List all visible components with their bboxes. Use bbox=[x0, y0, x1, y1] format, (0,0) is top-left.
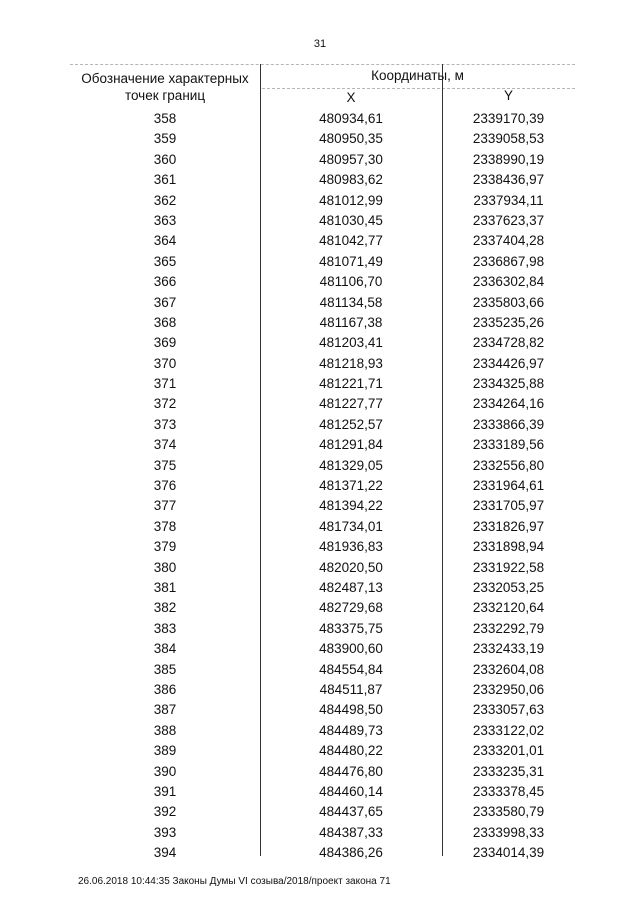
x-cell: 484554,84 bbox=[319, 661, 383, 677]
point-cell: 376 bbox=[153, 478, 177, 494]
x-cell: 481221,71 bbox=[319, 376, 383, 392]
y-cell: 2333201,01 bbox=[472, 743, 545, 759]
y-cell: 2332292,79 bbox=[472, 620, 545, 636]
x-cell: 481734,01 bbox=[319, 518, 383, 534]
point-cell: 378 bbox=[153, 518, 177, 534]
y-cell: 2336302,84 bbox=[472, 274, 545, 290]
y-cell: 2333122,02 bbox=[472, 722, 545, 738]
x-cell: 481071,49 bbox=[319, 253, 383, 269]
y-cell: 2333998,33 bbox=[472, 824, 545, 840]
table-row bbox=[70, 252, 575, 272]
y-cell: 2333580,79 bbox=[472, 804, 545, 820]
table-row bbox=[70, 109, 575, 129]
y-cell: 2337934,11 bbox=[473, 192, 544, 208]
y-cell: 2332950,06 bbox=[472, 681, 545, 697]
point-cell: 360 bbox=[153, 151, 177, 167]
point-cell: 386 bbox=[153, 681, 177, 697]
table-row bbox=[70, 293, 575, 313]
table-top-border bbox=[70, 64, 575, 65]
point-cell: 372 bbox=[153, 396, 177, 412]
x-cell: 480983,62 bbox=[319, 172, 383, 188]
table-row bbox=[70, 680, 575, 700]
point-cell: 389 bbox=[153, 743, 177, 759]
table-body bbox=[70, 109, 575, 863]
y-cell: 2331826,97 bbox=[472, 518, 545, 534]
table-row bbox=[70, 578, 575, 598]
point-cell: 374 bbox=[153, 437, 177, 453]
table-row bbox=[70, 150, 575, 170]
x-cell: 484476,80 bbox=[319, 763, 383, 779]
point-cell: 387 bbox=[153, 702, 177, 718]
y-cell: 2331898,94 bbox=[472, 539, 545, 555]
footer-stamp: 26.06.2018 10:44:35 Законы Думы VI созыва/2018/проект закона 71 bbox=[78, 876, 391, 887]
x-cell: 484386,26 bbox=[319, 845, 383, 861]
x-cell: 484387,33 bbox=[319, 824, 383, 840]
table-row bbox=[70, 741, 575, 761]
x-cell: 484489,73 bbox=[319, 722, 383, 738]
point-cell: 381 bbox=[153, 579, 177, 595]
table-row bbox=[70, 782, 575, 802]
point-cell: 390 bbox=[153, 763, 177, 779]
x-cell: 482729,68 bbox=[319, 600, 383, 616]
x-cell: 481012,99 bbox=[319, 192, 383, 208]
point-cell: 391 bbox=[153, 783, 177, 799]
table-row bbox=[70, 456, 575, 476]
point-cell: 393 bbox=[153, 824, 177, 840]
y-cell: 2333189,56 bbox=[472, 437, 545, 453]
table-row bbox=[70, 435, 575, 455]
table-row bbox=[70, 639, 575, 659]
x-cell: 481371,22 bbox=[319, 478, 383, 494]
x-cell: 484511,87 bbox=[319, 681, 383, 697]
y-cell: 2332120,64 bbox=[472, 600, 545, 616]
table-row bbox=[70, 170, 575, 190]
y-cell: 2331705,97 bbox=[472, 498, 545, 514]
table-row bbox=[70, 598, 575, 618]
point-cell: 370 bbox=[153, 355, 177, 371]
x-cell: 481203,41 bbox=[319, 335, 383, 351]
point-cell: 371 bbox=[153, 376, 177, 392]
y-cell: 2334325,88 bbox=[472, 376, 545, 392]
y-cell: 2332604,08 bbox=[472, 661, 545, 677]
table-row bbox=[70, 231, 575, 251]
y-cell: 2333235,31 bbox=[472, 763, 545, 779]
table-row bbox=[70, 129, 575, 149]
x-cell: 480934,61 bbox=[319, 111, 383, 126]
table-row bbox=[70, 394, 575, 414]
point-cell: 363 bbox=[153, 212, 177, 228]
point-cell: 379 bbox=[153, 539, 177, 555]
y-cell: 2331964,61 bbox=[472, 478, 545, 494]
y-cell: 2332433,19 bbox=[472, 641, 545, 657]
y-cell: 2335803,66 bbox=[472, 294, 545, 310]
table-row bbox=[70, 843, 575, 863]
point-cell: 380 bbox=[153, 559, 177, 575]
point-cell: 384 bbox=[153, 641, 177, 657]
table-row bbox=[70, 762, 575, 782]
x-cell: 481252,57 bbox=[319, 416, 383, 432]
table-row bbox=[70, 496, 575, 516]
point-cell: 358 bbox=[153, 111, 177, 126]
x-cell: 483900,60 bbox=[319, 641, 383, 657]
x-cell: 481227,77 bbox=[319, 396, 383, 412]
x-cell: 481106,70 bbox=[319, 274, 383, 290]
point-cell: 364 bbox=[153, 233, 177, 249]
x-cell: 482487,13 bbox=[319, 579, 383, 595]
x-cell: 484480,22 bbox=[319, 743, 383, 759]
y-cell: 2331922,58 bbox=[472, 559, 545, 575]
x-cell: 481291,84 bbox=[319, 437, 383, 453]
x-cell: 480950,35 bbox=[319, 131, 383, 147]
table-row bbox=[70, 517, 575, 537]
y-cell: 2338990,19 bbox=[472, 151, 545, 167]
y-cell: 2332053,25 bbox=[472, 579, 545, 595]
table-row bbox=[70, 354, 575, 374]
point-cell: 367 bbox=[153, 294, 177, 310]
table-row bbox=[70, 700, 575, 720]
x-cell: 481030,45 bbox=[319, 212, 383, 228]
table-row bbox=[70, 211, 575, 231]
point-cell: 373 bbox=[153, 416, 177, 432]
x-cell: 481394,22 bbox=[319, 498, 383, 514]
header-designation: Обозначение характерных точек границ bbox=[81, 71, 249, 103]
y-cell: 2334728,82 bbox=[472, 335, 545, 351]
x-cell: 480957,30 bbox=[319, 151, 383, 167]
y-cell: 2334014,39 bbox=[472, 845, 545, 861]
table-row bbox=[70, 374, 575, 394]
table-row bbox=[70, 660, 575, 680]
x-cell: 481329,05 bbox=[319, 457, 383, 473]
header-x: X bbox=[346, 90, 356, 105]
x-cell: 481218,93 bbox=[319, 355, 383, 371]
point-cell: 385 bbox=[153, 661, 177, 677]
x-cell: 484460,14 bbox=[319, 783, 383, 799]
x-cell: 482020,50 bbox=[319, 559, 383, 575]
table-row bbox=[70, 823, 575, 843]
point-cell: 359 bbox=[153, 131, 177, 147]
header-coordinates: Координаты, м bbox=[371, 68, 464, 83]
point-cell: 368 bbox=[153, 314, 177, 330]
table-row bbox=[70, 802, 575, 822]
y-cell: 2337404,28 bbox=[472, 233, 545, 249]
x-cell: 483375,75 bbox=[319, 620, 383, 636]
y-cell: 2333866,39 bbox=[472, 416, 545, 432]
point-cell: 383 bbox=[153, 620, 177, 636]
y-cell: 2332556,80 bbox=[472, 457, 545, 473]
table-row bbox=[70, 415, 575, 435]
coordinates-table bbox=[70, 64, 575, 861]
table-row bbox=[70, 333, 575, 353]
table-row bbox=[70, 721, 575, 741]
y-cell: 2334264,16 bbox=[472, 396, 545, 412]
header-y: Y bbox=[503, 88, 513, 103]
y-cell: 2333378,45 bbox=[472, 783, 545, 799]
point-cell: 394 bbox=[153, 845, 177, 861]
page-number: 31 bbox=[313, 38, 327, 50]
y-cell: 2334426,97 bbox=[472, 355, 545, 371]
y-cell: 2335235,26 bbox=[472, 314, 545, 330]
y-cell: 2337623,37 bbox=[472, 212, 545, 228]
table-row bbox=[70, 476, 575, 496]
y-cell: 2336867,98 bbox=[472, 253, 545, 269]
point-cell: 392 bbox=[153, 804, 177, 820]
x-cell: 481167,38 bbox=[319, 314, 383, 330]
point-cell: 365 bbox=[153, 253, 177, 269]
x-cell: 484498,50 bbox=[319, 702, 383, 718]
point-cell: 369 bbox=[153, 335, 177, 351]
point-cell: 375 bbox=[153, 457, 177, 473]
x-cell: 481134,58 bbox=[319, 294, 383, 310]
table-row bbox=[70, 558, 575, 578]
x-cell: 481042,77 bbox=[319, 233, 383, 249]
point-cell: 361 bbox=[153, 172, 177, 188]
point-cell: 382 bbox=[153, 600, 177, 616]
table-row bbox=[70, 272, 575, 292]
table-row bbox=[70, 191, 575, 211]
point-cell: 366 bbox=[153, 274, 177, 290]
point-cell: 388 bbox=[153, 722, 177, 738]
table-row bbox=[70, 313, 575, 333]
y-cell: 2339058,53 bbox=[472, 131, 545, 147]
table-row bbox=[70, 537, 575, 557]
y-cell: 2338436,97 bbox=[472, 172, 545, 188]
y-cell: 2333057,63 bbox=[472, 702, 545, 718]
x-cell: 484437,65 bbox=[319, 804, 383, 820]
y-cell: 2339170,39 bbox=[472, 111, 545, 126]
table-row bbox=[70, 619, 575, 639]
point-cell: 377 bbox=[153, 498, 177, 514]
point-cell: 362 bbox=[153, 192, 177, 208]
x-cell: 481936,83 bbox=[319, 539, 383, 555]
